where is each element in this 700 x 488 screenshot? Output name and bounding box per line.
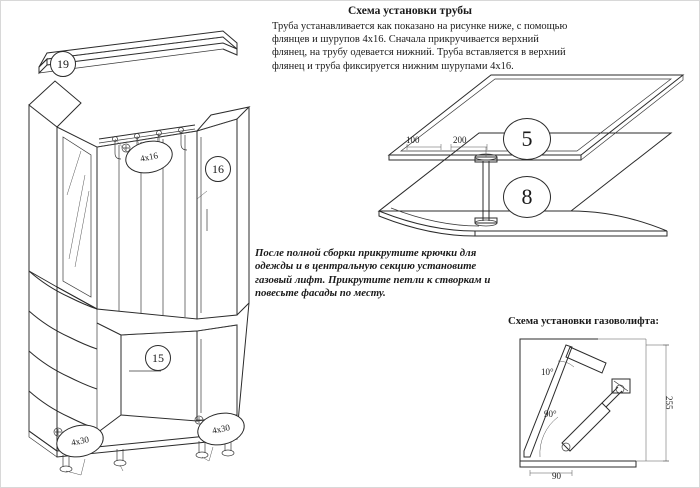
callout-19-label: 19 [57, 56, 69, 71]
callout-5 [503, 118, 551, 160]
callout-5-label: 5 [521, 126, 533, 151]
fastener-bottom-left-label: 4х30 [70, 434, 90, 448]
callout-19 [50, 51, 76, 77]
assembly-note-text: После полной сборки прикрутите крючки для одежды и в центральную секцию установите газовый лифт. Прикрутите петли к створкам и повесьте фасады по месту. [255, 247, 491, 300]
dimension-width-90: 90 [552, 471, 561, 481]
lift-section-title: Схема установки газоволифта: [508, 315, 660, 327]
callout-8-label: 8 [521, 184, 533, 209]
tube-section-paragraph: Труба устанавливается как показано на рисунке ниже, с помощью флянцев и шурупов 4х16. Сначала прикручивается верхний флянец, на трубу одевается нижний. Труба вставляется в верхний флянец и труба фиксируется нижним шурупами 4х16. [272, 21, 568, 72]
callout-15-label: 15 [152, 350, 164, 365]
dimension-100: 100 [406, 135, 420, 145]
dimension-height-255: 255 [664, 396, 674, 410]
callout-8 [503, 176, 551, 218]
screw-icon-bottom-left [51, 425, 65, 439]
callout-16-label: 16 [212, 161, 224, 176]
cabinet-drawing [11, 19, 261, 479]
dimension-200: 200 [453, 135, 467, 145]
dimension-angle-10: 10° [541, 367, 554, 377]
dimension-angle-90: 90° [544, 409, 557, 419]
screw-icon-top [119, 141, 133, 155]
tube-section-title: Схема установки трубы [347, 5, 473, 17]
fastener-top-label: 4х16 [139, 150, 159, 164]
screw-icon-bottom-right [192, 413, 206, 427]
callout-15 [145, 345, 171, 371]
fastener-bottom-right-label: 4х30 [211, 422, 231, 436]
callout-16 [205, 156, 231, 182]
